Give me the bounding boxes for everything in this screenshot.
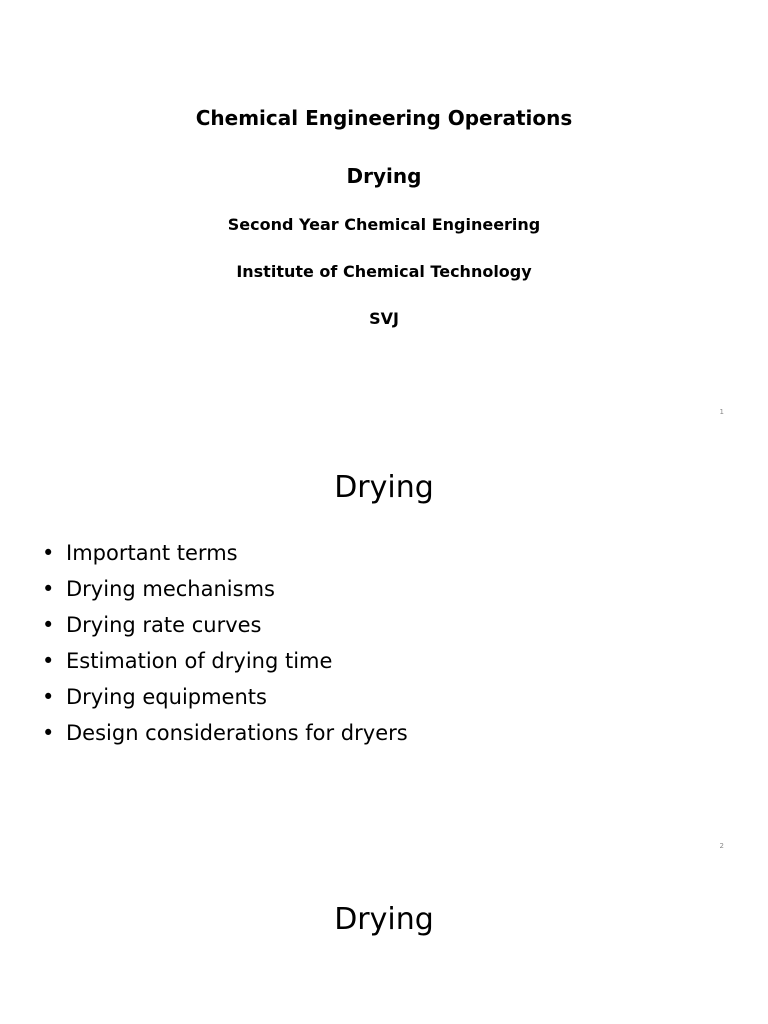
- slide-1-author: SVJ: [369, 309, 399, 328]
- page-number: 2: [719, 842, 724, 850]
- list-item-label: Drying equipments: [66, 685, 267, 709]
- page-number: 1: [719, 408, 724, 416]
- bullet-icon: •: [42, 613, 55, 637]
- slide-1-institute: Institute of Chemical Technology: [236, 262, 532, 281]
- bullet-icon: •: [42, 577, 55, 601]
- bullet-icon: •: [42, 721, 55, 745]
- slide-2-title: Drying: [334, 470, 434, 505]
- list-item-label: Drying rate curves: [66, 613, 262, 637]
- list-item-label: Design considerations for dryers: [66, 721, 408, 745]
- bullet-icon: •: [42, 649, 55, 673]
- list-item-label: Important terms: [66, 541, 238, 565]
- bullet-icon: •: [42, 685, 55, 709]
- slide-1-year: Second Year Chemical Engineering: [227, 215, 541, 234]
- list-item-label: Drying mechanisms: [66, 577, 275, 601]
- list-item-label: Estimation of drying time: [66, 649, 333, 673]
- slide-1-title: Chemical Engineering Operations: [195, 106, 573, 130]
- bullet-icon: •: [42, 541, 55, 565]
- slide-3-title: Drying: [334, 902, 434, 937]
- slide-1-subject: Drying: [346, 164, 422, 188]
